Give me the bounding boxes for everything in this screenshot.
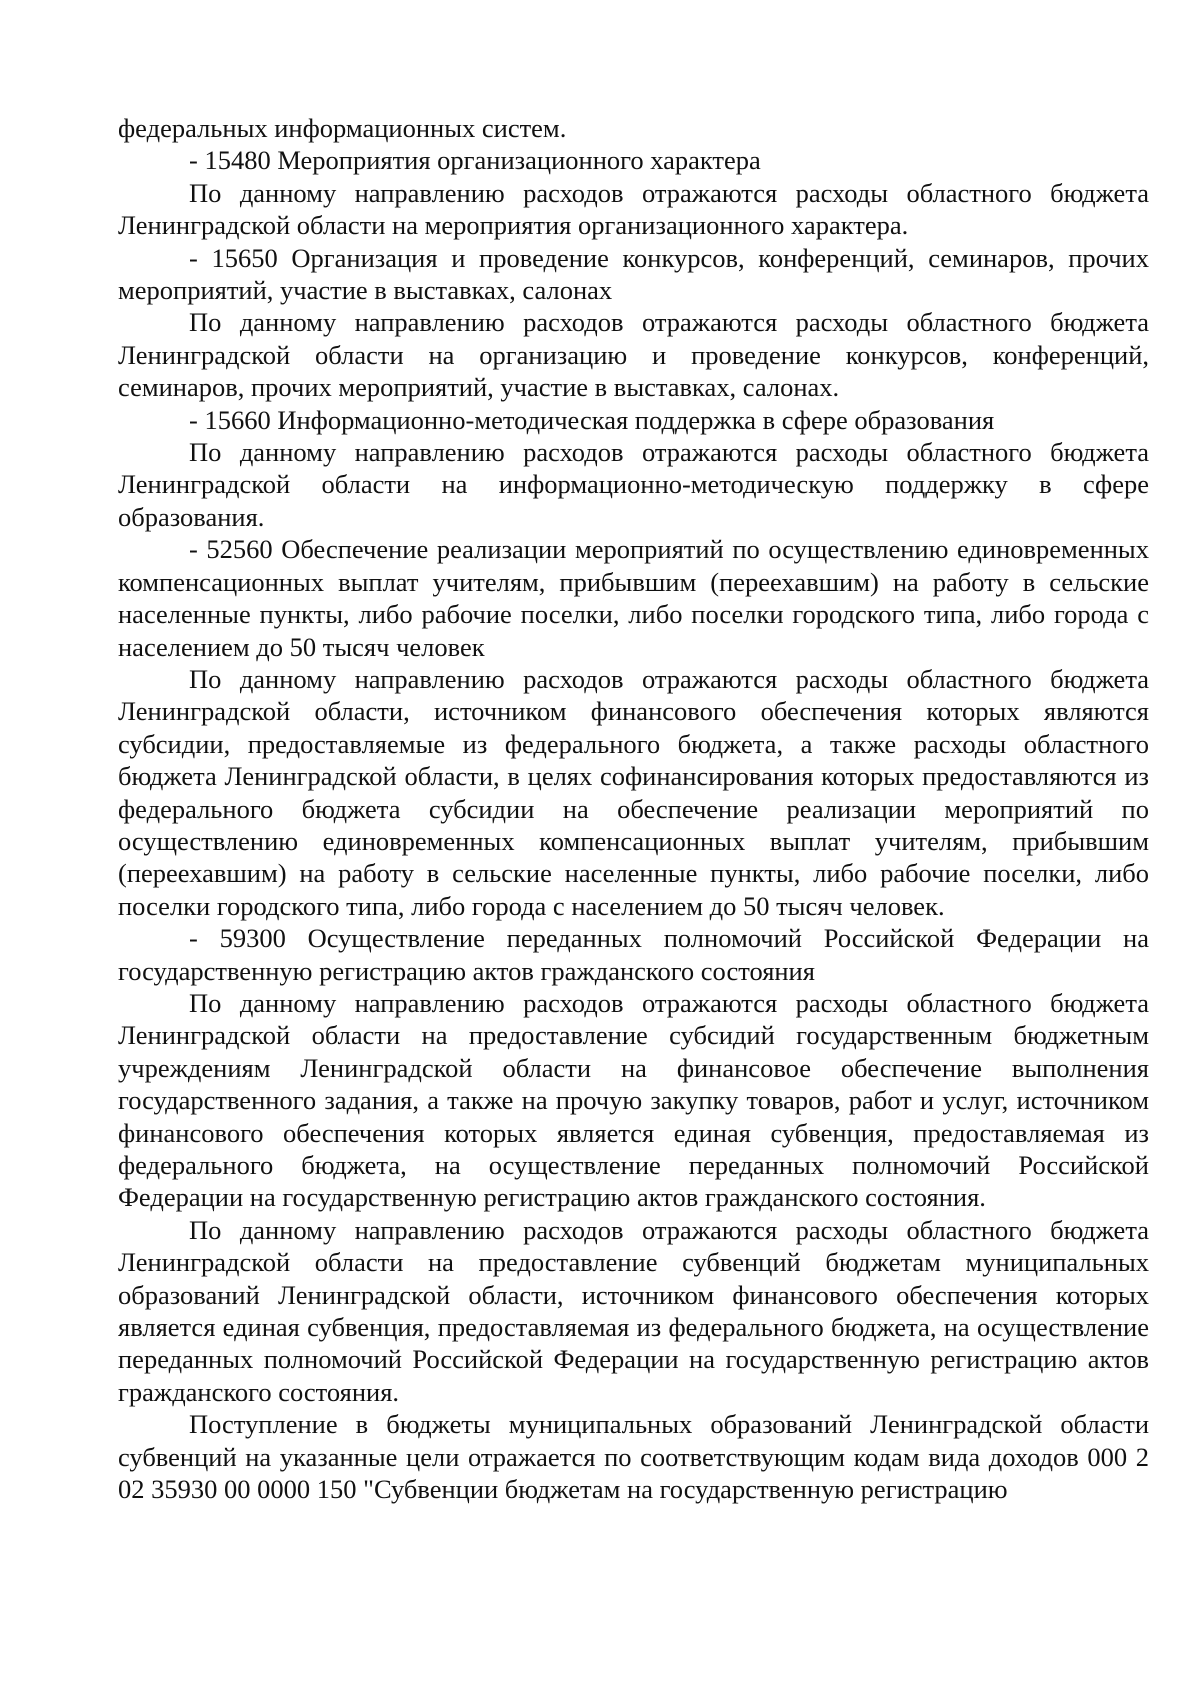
paragraph-description-15660: По данному направлению расходов отражаются расходы областного бюджета Ленинградской области на информационно-методическую поддержку в сфере образования. [118, 437, 1149, 532]
paragraph-description-15650: По данному направлению расходов отражаются расходы областного бюджета Ленинградской области на организацию и проведение конкурсов, конференций, семинаров, прочих мероприятий, участие в выставках, салонах. [118, 307, 1149, 403]
paragraph-item-15650: - 15650 Организация и проведение конкурсов, конференций, семинаров, прочих мероприятий, участие в выставках, салонах [118, 242, 1149, 306]
paragraph-description-59300-subsidies: По данному направлению расходов отражаются расходы областного бюджета Ленинградской области на предоставление субсидий государственным бюджетным учреждениям Ленинградской области на финансовое обеспечение выполнения государственного задания, а также на прочую закупку товаров, работ и услуг, источником финансового обеспечения которых является единая субвенция, предоставляемая из федерального бюджета, на осуществление переданных полномочий Российской Федерации на государственную регистрацию актов гражданского состояния. [118, 987, 1149, 1213]
paragraph-revenue-codes: Поступление в бюджеты муниципальных образований Ленинградской области субвенций на указанные цели отражается по соответствующим кодам вида доходов 000 2 02 35930 00 0000 150 "Субвенции бюджетам на государственную регистрацию [118, 1409, 1149, 1505]
paragraph-description-52560: По данному направлению расходов отражаются расходы областного бюджета Ленинградской области, источником финансового обеспечения которых являются субсидии, предоставляемые из федерального бюджета, а также расходы областного бюджета Ленинградской области, в целях софинансирования которых предоставляются из федерального бюджета субсидии на обеспечение реализации мероприятий по осуществлению единовременных компенсационных выплат учителям, прибывшим (переехавшим) на работу в сельские населенные пункты, либо рабочие поселки, либо поселки городского типа, либо города с населением до 50 тысяч человек. [118, 663, 1149, 921]
paragraph-continuation: федеральных информационных систем. [118, 113, 567, 143]
paragraph-item-59300: - 59300 Осуществление переданных полномочий Российской Федерации на государственную регистрацию актов гражданского состояния [118, 923, 1149, 986]
paragraph-item-15660: - 15660 Информационно-методическая поддержка в сфере образования [189, 404, 995, 435]
paragraph-item-15480: - 15480 Мероприятия организационного характера [189, 145, 761, 176]
paragraph-description-59300-subventions: По данному направлению расходов отражаются расходы областного бюджета Ленинградской области на предоставление субвенций бюджетам муниципальных образований Ленинградской области, источником финансового обеспечения которых является единая субвенция, предоставляемая из федерального бюджета, на осуществление переданных полномочий Российской Федерации на государственную регистрацию актов гражданского состояния. [118, 1214, 1149, 1407]
paragraph-item-52560: - 52560 Обеспечение реализации мероприятий по осуществлению единовременных компенсационных выплат учителям, прибывшим (переехавшим) на работу в сельские населенные пункты, либо рабочие поселки, либо поселки городского типа, либо города с населением до 50 тысяч человек [118, 534, 1149, 662]
document-page [118, 112, 1149, 1505]
paragraph-description-15480: По данному направлению расходов отражаются расходы областного бюджета Ленинградской области на мероприятия организационного характера. [118, 177, 1149, 241]
